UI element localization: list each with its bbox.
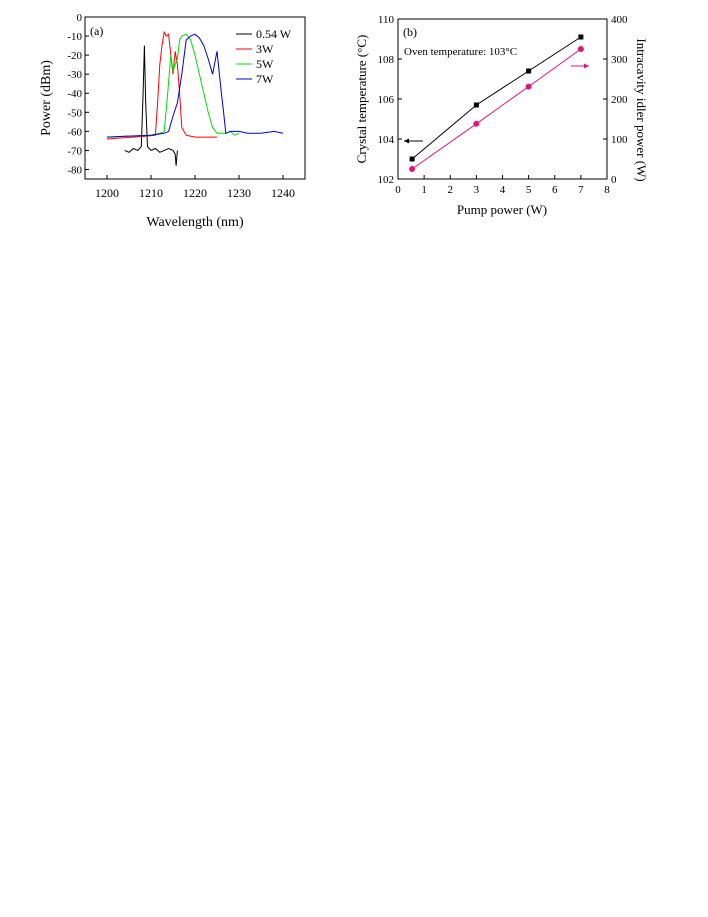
y-tick-label-a: -60	[67, 126, 82, 139]
y-axis-ticks-a	[67, 12, 89, 176]
x-axis-label-b: Pump power (W)	[456, 202, 548, 217]
data-point-circle	[578, 46, 584, 52]
y-axis-label-b: Crystal temperature (°C)	[354, 34, 369, 164]
x-tick-label-b: 5	[525, 184, 532, 196]
y-tick-label-right-b: 100	[611, 134, 628, 146]
x-tick-label-a: 1240	[271, 186, 295, 200]
y-tick-label-a: 0	[76, 12, 82, 24]
series-line-5w	[107, 34, 239, 137]
data-point-circle	[409, 166, 415, 172]
y-tick-label-right-b: 400	[611, 14, 628, 26]
y-tick-label-a: -70	[67, 145, 82, 158]
data-point-square	[410, 157, 415, 162]
x-tick-label-a: 1200	[95, 186, 119, 200]
data-point-square	[526, 69, 531, 74]
data-point-square	[578, 35, 583, 40]
x-tick-label-b: 6	[552, 184, 558, 196]
x-axis-ticks-b	[395, 175, 610, 196]
y-axis-label-right-b: Intracavity idler power (W)	[634, 38, 649, 182]
y-tick-label-a: -50	[67, 107, 82, 120]
x-tick-label-b: 8	[604, 184, 610, 196]
y-tick-label-b: 108	[377, 54, 394, 66]
x-tick-label-b: 0	[395, 184, 401, 196]
series-line-0.54w	[125, 46, 178, 166]
legend-label: 3W	[256, 42, 274, 56]
legend-label: 7W	[256, 72, 274, 86]
x-axis-label-a: Wavelength (nm)	[146, 215, 244, 230]
chart-panel-b	[354, 14, 649, 217]
x-tick-label-a: 1230	[227, 186, 251, 200]
y-tick-label-right-b: 0	[611, 174, 617, 186]
y-tick-label-b: 106	[377, 94, 394, 106]
x-tick-label-b: 1	[421, 184, 427, 196]
chart-annotation: Oven temperature: 103°C	[404, 46, 518, 58]
panel-label-b: (b)	[403, 25, 417, 39]
left-axis-arrow	[404, 139, 423, 144]
y-tick-label-a: -80	[67, 164, 82, 177]
legend-label: 5W	[256, 57, 274, 71]
x-tick-label-b: 2	[447, 184, 453, 196]
y-tick-label-b: 102	[377, 174, 394, 186]
data-point-square	[474, 103, 479, 108]
x-tick-label-a: 1210	[139, 186, 163, 200]
y-tick-label-a: -30	[67, 69, 82, 82]
x-tick-label-a: 1220	[183, 186, 207, 200]
plot-frame-b	[398, 19, 607, 179]
y-tick-label-a: -40	[67, 88, 82, 101]
data-point-circle	[473, 121, 479, 127]
x-tick-label-b: 7	[578, 184, 584, 196]
panel-label-a: (a)	[90, 24, 104, 38]
right-axis-arrow	[571, 64, 589, 69]
y-axis-label-a: Power (dBm)	[39, 60, 54, 136]
y-tick-label-a: -20	[67, 50, 82, 63]
y-tick-label-b: 110	[377, 14, 394, 26]
y-tick-label-right-b: 300	[611, 54, 628, 66]
legend-a	[236, 27, 292, 86]
x-tick-label-b: 4	[499, 184, 506, 196]
legend-label: 0.54 W	[256, 27, 292, 41]
series-line-3w	[107, 32, 217, 139]
y-tick-label-a: -10	[67, 31, 82, 44]
chart-panel-a	[39, 12, 305, 230]
data-point-circle	[526, 84, 532, 90]
y-tick-label-b: 104	[377, 134, 394, 146]
y-tick-label-right-b: 200	[611, 94, 628, 106]
series-line-b	[412, 49, 581, 169]
x-tick-label-b: 3	[473, 184, 480, 196]
